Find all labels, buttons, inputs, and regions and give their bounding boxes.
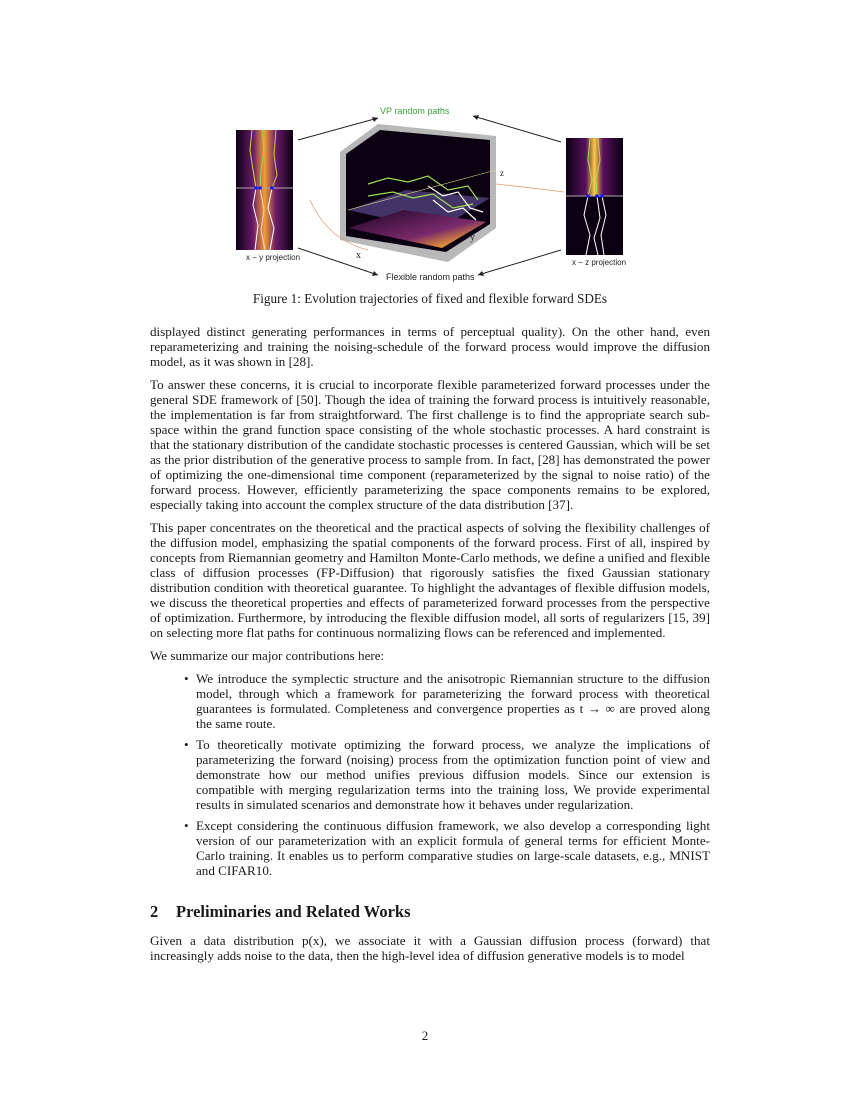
body-text	[150, 324, 710, 971]
paragraph: This paper concentrates on the theoretical and the practical aspects of solving the flexibility challenges of the diffusion model, emphasizing the spatial components of the forward process. First of all, inspired by concepts from Riemannian geometry and Hamilton Monte-Carlo methods, we define a unified and flexible class of diffusion processes (FP-Diffusion) that rigorously satisfies the fixed Gaussian stationary distribution condition with theoretical guarantee. To highlight the advantages of flexible diffusion models, we discuss the theoretical properties and effects of parameterized forward processes from the perspective of optimization. Furthermore, by introducing the flexible diffusion model, all sorts of regularizers [15, 39] on selecting more flat paths for continuous normalizing flows can be referenced and implemented.	[150, 520, 710, 640]
bullet-icon: •	[184, 671, 189, 686]
list-item: • We introduce the symplectic structure and the anisotropic Riemannian structure to the diffusion model, through which a framework for parameterizing the forward process with theoretical guarantees is formulated. Completeness and convergence properties as t → ∞ are proved along the same route.	[184, 671, 710, 731]
paragraph: displayed distinct generating performances in terms of perceptual quality). On the other hand, even reparameterizing and training the noising-schedule of the forward process would improve the diffusion model, as it was shown in [28].	[150, 324, 710, 369]
xz-projection-label: x − z projection	[572, 258, 627, 267]
page-number: 2	[421, 1028, 429, 1043]
figure-caption: Figure 1: Evolution trajectories of fixed and flexible forward SDEs	[252, 291, 608, 306]
contributions-list	[150, 671, 710, 878]
paragraph: Given a data distribution p(x), we associate it with a Gaussian diffusion process (forward) that increasingly adds noise to the data, then the high-level idea of diffusion generative models is to model	[150, 933, 710, 963]
section-heading	[150, 904, 710, 919]
list-item: • Except considering the continuous diffusion framework, we also develop a corresponding light version of our parameterization with an explicit formula of general terms for efficient Monte-Carlo training. It enables us to perform comparative studies on large-scale datasets, e.g., MNIST and CIFAR10.	[184, 818, 710, 878]
paragraph: We summarize our major contributions here:	[150, 648, 385, 663]
section-title: Preliminaries and Related Works	[176, 902, 411, 921]
figure-1	[228, 100, 648, 285]
axis-x-label: x	[356, 250, 361, 261]
axis-z-label: z	[500, 168, 504, 178]
vp-random-paths-label: VP random paths	[380, 106, 450, 116]
xy-projection-label: x − y projection	[246, 253, 301, 262]
bullet-icon: •	[184, 737, 189, 752]
section-number: 2	[150, 902, 159, 921]
bullet-icon: •	[184, 818, 189, 833]
paragraph: To answer these concerns, it is crucial to incorporate flexible parameterized forward processes under the general SDE framework of [50]. Though the idea of training the forward process is intuitively reasonable, the implementation is far from straightforward. The first challenge is to find the appropriate search sub-space within the grand function space consisting of the whole stochastic processes. A hard constraint is that the stationary distribution of the candidate stochastic processes is centered Gaussian, which will be set as the prior distribution of the generative process to sample from. In fact, [28] has demonstrated the power of optimizing the one-dimensional time component (reparameterized by the signal to noise ratio) of the forward process. However, efficiently parameterizing the space components remains to be explored, especially taking into account the complex structure of the data distribution [37].	[150, 377, 710, 512]
flexible-random-paths-label: Flexible random paths	[386, 272, 475, 282]
list-item: • To theoretically motivate optimizing the forward process, we analyze the implications of parameterizing the forward (noising) process from the optimization function point of view and demonstrate how our method unifies previous diffusion models. Since our extension is compatible with merging regularization terms into the training loss, We provide experimental results in simulated scenarios and demonstrate how it behaves under regularization.	[184, 737, 710, 812]
axis-y-label: y	[470, 232, 475, 243]
